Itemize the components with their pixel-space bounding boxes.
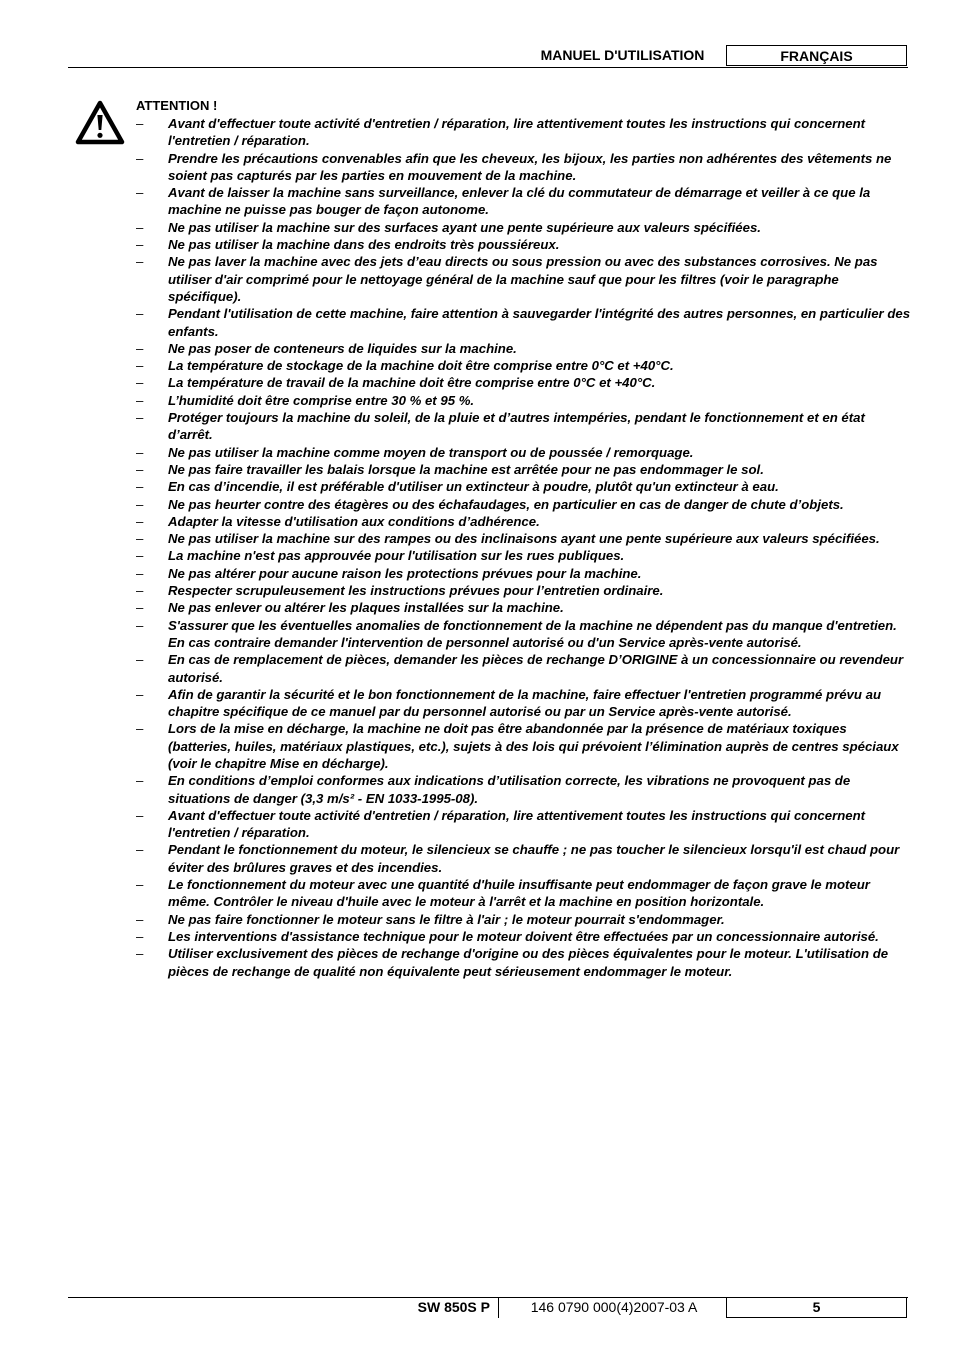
warning-item xyxy=(136,150,912,185)
warning-item xyxy=(136,876,912,911)
warning-text: Ne pas enlever ou altérer les plaques installées sur la machine. xyxy=(168,600,564,616)
warning-triangle-icon xyxy=(74,99,126,146)
list-dash: – xyxy=(136,410,144,426)
list-dash: – xyxy=(136,946,144,962)
warning-item xyxy=(136,496,912,513)
warning-text: Avant d'effectuer toute activité d'entretien / réparation, lire attentivement toutes les instructions qui concernent l'entretien / réparation. xyxy=(168,116,866,149)
list-dash: – xyxy=(136,911,144,927)
warning-item xyxy=(136,236,912,253)
list-dash: – xyxy=(136,340,144,356)
warning-text: Le fonctionnement du moteur avec une quantité d'huile insuffisante peut endommager de façon grave le moteur même. Contrôler le niveau d'huile avec le moteur à l'arrêt et la machine en position horizontale. xyxy=(168,877,870,910)
language-label: FRANÇAIS xyxy=(726,45,907,66)
warning-item xyxy=(136,772,912,807)
warning-item xyxy=(136,461,912,478)
warning-item xyxy=(136,513,912,530)
warning-text: Adapter la vitesse d'utilisation aux conditions d’adhérence. xyxy=(168,513,540,529)
warning-text: Ne pas utiliser la machine comme moyen de transport ou de poussée / remorquage. xyxy=(168,444,694,460)
warning-item xyxy=(136,478,912,495)
warning-item xyxy=(136,599,912,616)
list-dash: – xyxy=(136,877,144,893)
warning-text: La température de stockage de la machine doit être comprise entre 0°C et +40°C. xyxy=(168,358,674,374)
list-dash: – xyxy=(136,392,144,408)
warning-text: La machine n'est pas approuvée pour l'utilisation sur les rues publiques. xyxy=(168,548,625,564)
warning-item xyxy=(136,374,912,391)
warning-text: Pendant le fonctionnement du moteur, le silencieux se chauffe ; ne pas toucher le silencieux lorsqu'il est chaud pour éviter des brûlures graves et des incendies. xyxy=(168,842,900,875)
attention-heading: ATTENTION ! xyxy=(136,98,218,113)
list-dash: – xyxy=(136,617,144,633)
list-dash: – xyxy=(136,652,144,668)
warning-text: Ne pas faire fonctionner le moteur sans le filtre à l'air ; le moteur pourrait s'endommager. xyxy=(168,911,725,927)
warning-item xyxy=(136,651,912,686)
warning-item xyxy=(136,409,912,444)
list-dash: – xyxy=(136,150,144,166)
warning-text: Ne pas altérer pour aucune raison les protections prévues pour la machine. xyxy=(168,565,642,581)
warning-text: Ne pas faire travailler les balais lorsque la machine est arrêtée pour ne pas endommager le sol. xyxy=(168,461,764,477)
warning-text: Avant de laisser la machine sans surveillance, enlever la clé du commutateur de démarrage et veiller à ce que la machine ne puisse pas bouger de façon autonome. xyxy=(168,185,871,218)
warning-item xyxy=(136,686,912,721)
list-dash: – xyxy=(136,461,144,477)
warning-text: Afin de garantir la sécurité et le bon fonctionnement de la machine, faire effectuer l'entretien programmé prévu au chapitre spécifique de ce manuel par du personnel autorisé ou par un Service après-vente autorisé. xyxy=(168,686,881,720)
warning-text: Ne pas poser de conteneurs de liquides sur la machine. xyxy=(168,340,517,356)
warning-item xyxy=(136,357,912,374)
warning-text: Ne pas laver la machine avec des jets d’eau directs ou sous pression ou avec des substances corrosives. Ne pas utiliser d'air comprimé pour le nettoyage général de la machine sauf que pour les filtres (voir le paragraphe spécifique). xyxy=(168,254,878,304)
list-dash: – xyxy=(136,583,144,599)
list-dash: – xyxy=(136,773,144,789)
warning-text: Ne pas utiliser la machine sur des surfaces ayant une pente supérieure aux valeurs spécifiées. xyxy=(168,219,761,235)
list-dash: – xyxy=(136,807,144,823)
warning-item xyxy=(136,219,912,236)
warning-item xyxy=(136,911,912,928)
warning-item xyxy=(136,841,912,876)
warning-text: En conditions d’emploi conformes aux indications d’utilisation correcte, les vibrations ne provoquent pas de situations de danger (3,3 m/s² - EN 1033-1995-08). xyxy=(168,773,851,806)
warning-item xyxy=(136,444,912,461)
warning-text: Ne pas heurter contre des étagères ou des échafaudages, en particulier en cas de danger de chute d’objets. xyxy=(168,496,844,512)
warning-text: En cas de remplacement de pièces, demander les pièces de rechange D’ORIGINE à un concessionnaire ou revendeur autorisé. xyxy=(168,652,904,685)
list-dash: – xyxy=(136,600,144,616)
warning-item xyxy=(136,305,912,340)
list-dash: – xyxy=(136,358,144,374)
list-dash: – xyxy=(136,237,144,253)
list-dash: – xyxy=(136,479,144,495)
warning-text: L’humidité doit être comprise entre 30 % et 95 %. xyxy=(168,392,475,408)
list-dash: – xyxy=(136,513,144,529)
list-dash: – xyxy=(136,444,144,460)
document-code: 146 0790 000(4)2007-03 A xyxy=(530,1299,698,1315)
warning-item xyxy=(136,547,912,564)
warning-item xyxy=(136,253,912,305)
warning-item xyxy=(136,928,912,945)
list-dash: – xyxy=(136,375,144,391)
list-dash: – xyxy=(136,496,144,512)
warning-text: Utiliser exclusivement des pièces de rechange d'origine ou des pièces équivalentes pour le moteur. L'utilisation de pièces de rechange de qualité non équivalente peut sérieusement endommager le moteur. xyxy=(168,946,889,979)
warning-item xyxy=(136,945,912,980)
warning-text: La température de travail de la machine doit être comprise entre 0°C et +40°C. xyxy=(168,375,656,391)
list-dash: – xyxy=(136,531,144,547)
list-dash: – xyxy=(136,254,144,270)
warning-item xyxy=(136,807,912,842)
warning-text: En cas d’incendie, il est préférable d'utiliser un extincteur à poudre, plutôt qu'un extincteur à eau. xyxy=(168,479,779,495)
warning-text: Lors de la mise en décharge, la machine ne doit pas être abandonnée par la présence de matériaux toxiques (batteries, huiles, matériaux plastiques, etc.), sujets à des lois qui prévoient l’élimination auprès de centres spéciaux (voir le chapitre Mise en décharge). xyxy=(168,721,899,771)
list-dash: – xyxy=(136,842,144,858)
manual-title: MANUEL D'UTILISATION xyxy=(540,47,705,63)
warning-text: Respecter scrupuleusement les instructions prévues pour l’entretien ordinaire. xyxy=(168,583,664,599)
list-dash: – xyxy=(136,565,144,581)
list-dash: – xyxy=(136,686,144,702)
warning-item xyxy=(136,392,912,409)
model-number: SW 850S P xyxy=(417,1299,490,1315)
list-dash: – xyxy=(136,185,144,201)
warning-item xyxy=(136,720,912,772)
warning-text: S'assurer que les éventuelles anomalies de fonctionnement de la machine ne dépendent pas du manque d'entretien. En cas contraire demander l'intervention de personnel autorisé ou d'un Service après-vente autorisé. xyxy=(168,617,897,650)
page-number: 5 xyxy=(726,1297,907,1318)
header-divider xyxy=(68,67,908,68)
list-dash: – xyxy=(136,721,144,737)
warning-text: Prendre les précautions convenables afin que les cheveux, les bijoux, les parties non adhérentes des vêtements ne soient pas capturés par les parties en mouvement de la machine. xyxy=(168,150,892,183)
warning-item xyxy=(136,617,912,652)
warning-text: Ne pas utiliser la machine sur des rampes ou des inclinaisons ayant une pente supérieure aux valeurs spécifiées. xyxy=(168,531,880,547)
list-dash: – xyxy=(136,306,144,322)
list-dash: – xyxy=(136,116,144,131)
warning-text: Ne pas utiliser la machine dans des endroits très poussiéreux. xyxy=(168,237,560,253)
list-dash: – xyxy=(136,219,144,235)
warning-text: Les interventions d'assistance technique pour le moteur doivent être effectuées par un concessionnaire autorisé. xyxy=(168,928,879,944)
warning-text: Protéger toujours la machine du soleil, de la pluie et d’autres intempéries, pendant le fonctionnement et en état d’arrêt. xyxy=(168,410,865,443)
footer-separator xyxy=(498,1297,499,1318)
warning-item xyxy=(136,582,912,599)
warning-item xyxy=(136,340,912,357)
warning-item xyxy=(136,184,912,219)
list-dash: – xyxy=(136,928,144,944)
warning-item xyxy=(136,565,912,582)
warning-item xyxy=(136,530,912,547)
list-dash: – xyxy=(136,548,144,564)
warning-text: Pendant l'utilisation de cette machine, faire attention à sauvegarder l'intégrité des autres personnes, en particulier des enfants. xyxy=(168,306,911,339)
safety-warnings-list xyxy=(136,115,912,980)
warning-item xyxy=(136,115,912,150)
warning-text: Avant d'effectuer toute activité d'entretien / réparation, lire attentivement toutes les instructions qui concernent l'entretien / réparation. xyxy=(168,807,866,841)
